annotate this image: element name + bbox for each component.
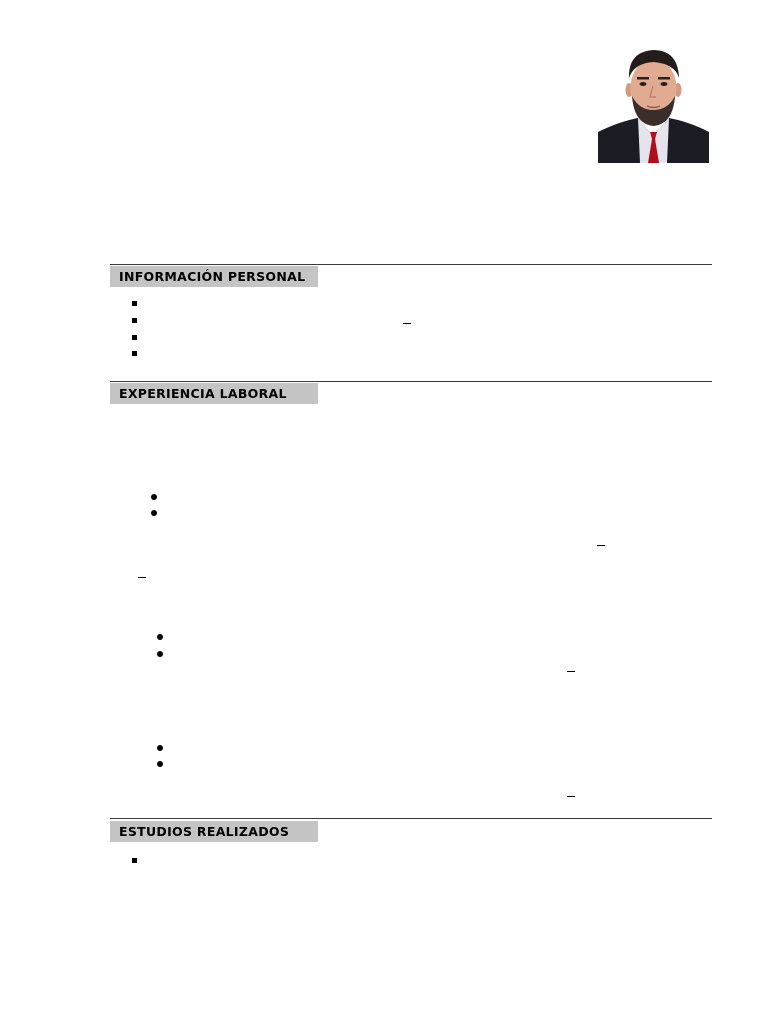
bullet-square [132, 351, 137, 356]
bullet-dot [151, 494, 157, 500]
bullet-dot [157, 651, 163, 657]
dash-mark [597, 545, 605, 546]
portrait-photo-icon [598, 40, 709, 163]
section-rule-studies [110, 818, 712, 819]
section-heading-personal: INFORMACIÓN PERSONAL [110, 266, 318, 287]
bullet-dot [151, 510, 157, 516]
bullet-dot [157, 634, 163, 640]
section-rule-personal [110, 264, 712, 265]
dash-mark [567, 671, 575, 672]
dash-mark [403, 323, 411, 324]
section-heading-studies: ESTUDIOS REALIZADOS [110, 821, 318, 842]
bullet-dot [157, 745, 163, 751]
bullet-square [132, 858, 137, 863]
dash-mark [567, 796, 575, 797]
bullet-square [132, 301, 137, 306]
bullet-square [132, 335, 137, 340]
section-rule-experience [110, 381, 712, 382]
section-heading-experience: EXPERIENCIA LABORAL [110, 383, 318, 404]
dash-mark [138, 577, 146, 578]
bullet-square [132, 318, 137, 323]
bullet-dot [157, 761, 163, 767]
profile-photo [598, 40, 709, 163]
